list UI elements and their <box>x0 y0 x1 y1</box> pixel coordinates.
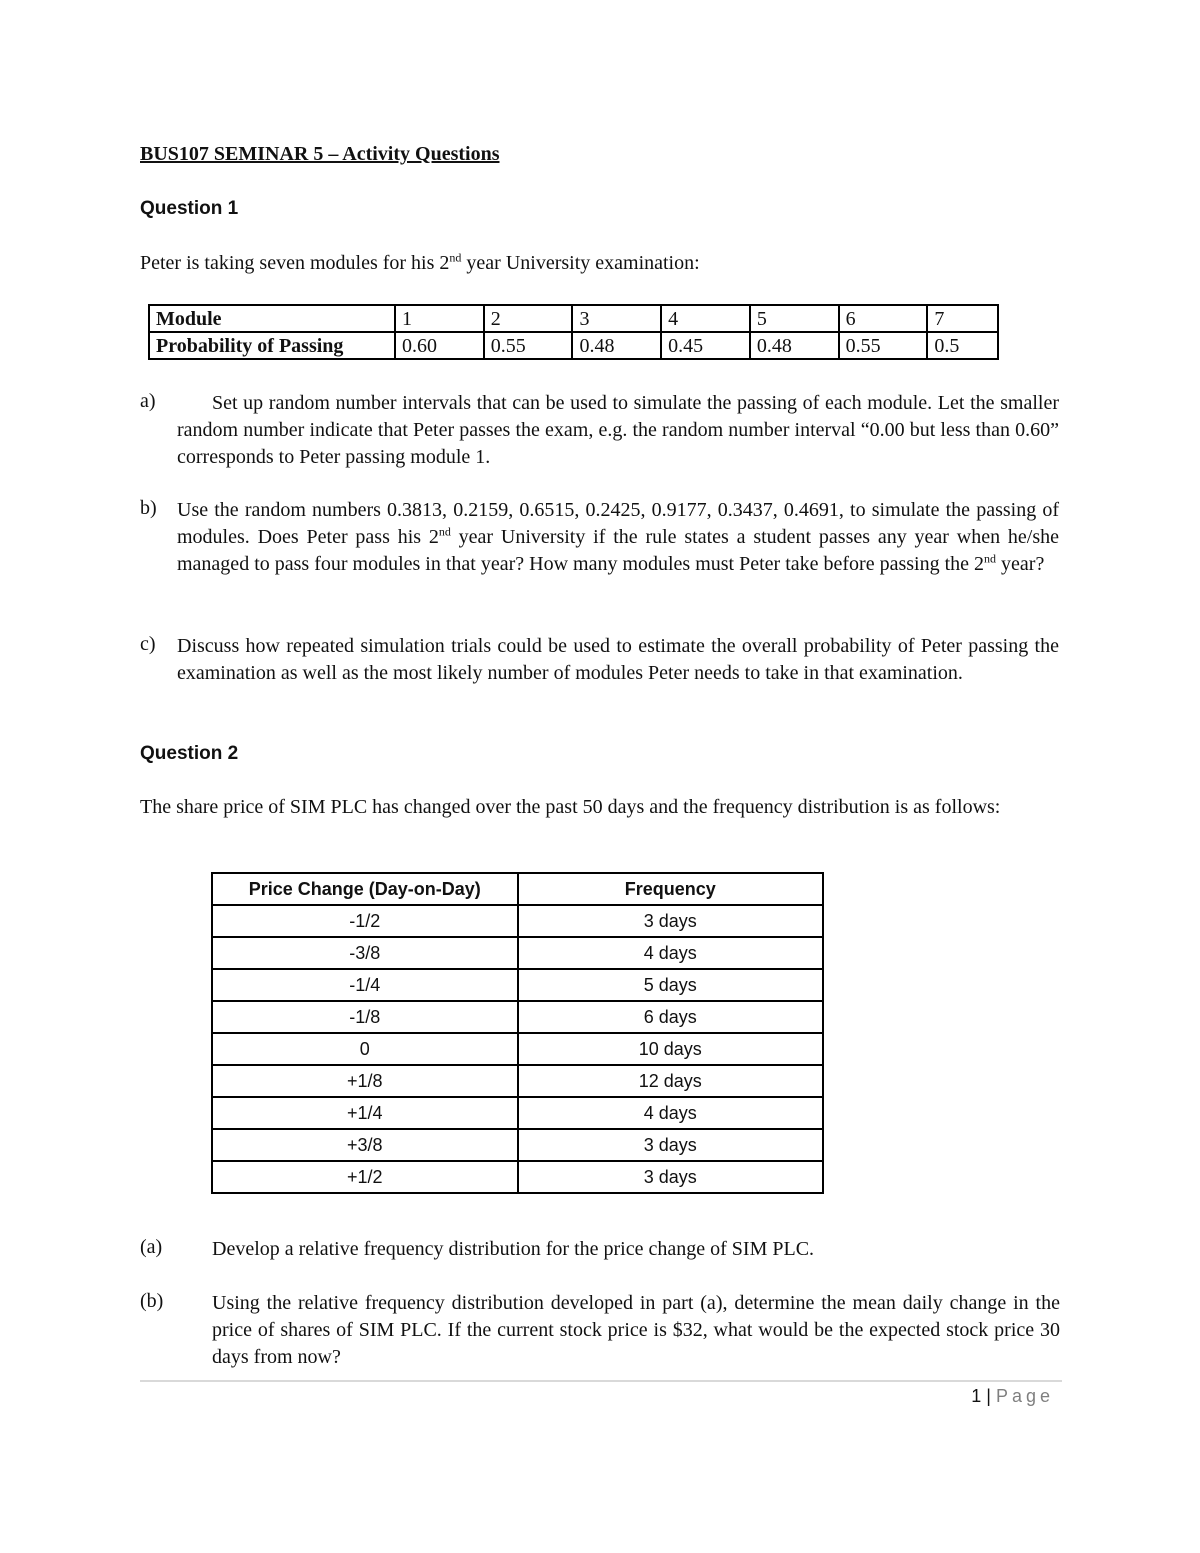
page-label: Page <box>995 1386 1054 1406</box>
part-label: (a) <box>140 1236 163 1258</box>
price-change-cell: +1/2 <box>212 1161 518 1193</box>
table-row <box>212 905 823 937</box>
part-label: a) <box>140 390 156 412</box>
table-cell: 0.55 <box>484 332 573 359</box>
row-header: Probability of Passing <box>149 332 395 359</box>
price-change-cell: -1/2 <box>212 905 518 937</box>
footer-separator: | <box>986 1386 991 1406</box>
table-cell: 0.48 <box>750 332 839 359</box>
question-1c-text: Discuss how repeated simulation trials could be used to estimate the overall probability of Peter passing the examination as well as the most likely number of modules Peter needs to take in that examination. <box>177 635 1059 684</box>
superscript: nd <box>449 250 462 265</box>
text: Use the random numbers 0.3813, 0.2159, 0.6515, 0.2425, 0.9177, 0.3437, 0.4691, to simulate the passing of modules. Does Peter pass his 2 <box>177 499 1059 548</box>
footer-divider <box>140 1380 1062 1382</box>
question-1a-text: Set up random number intervals that can be used to simulate the passing of each module. Let the smaller random number indicate that Peter passes the exam, e.g. the random number interval “0.00 but less than 0.60” corresponds to Peter passing module 1. <box>177 392 1059 468</box>
frequency-cell: 4 days <box>518 1097 824 1129</box>
price-change-cell: +1/4 <box>212 1097 518 1129</box>
frequency-cell: 4 days <box>518 937 824 969</box>
column-header: Frequency <box>518 873 824 905</box>
superscript: nd <box>984 551 997 566</box>
table-row <box>212 1001 823 1033</box>
table-row <box>212 1129 823 1161</box>
table-row <box>212 1161 823 1193</box>
question-1-heading: Question 1 <box>140 198 239 219</box>
table-cell: 6 <box>839 305 928 332</box>
table-cell: 3 <box>572 305 661 332</box>
intro-text: year University examination: <box>461 252 700 274</box>
question-2-heading: Question 2 <box>140 743 239 764</box>
price-change-cell: 0 <box>212 1033 518 1065</box>
part-label: b) <box>140 497 157 519</box>
frequency-cell: 12 days <box>518 1065 824 1097</box>
table-row <box>212 1033 823 1065</box>
question-2b-text: Using the relative frequency distribution developed in part (a), determine the mean daily change in the price of shares of SIM PLC. If the current stock price is $32, what would be the expected stock price 30 days from now? <box>212 1292 1060 1368</box>
table-header-row <box>212 873 823 905</box>
module-probability-table <box>148 304 999 360</box>
price-change-frequency-table <box>211 872 824 1194</box>
price-change-cell: -3/8 <box>212 937 518 969</box>
frequency-cell: 10 days <box>518 1033 824 1065</box>
frequency-cell: 3 days <box>518 905 824 937</box>
frequency-cell: 6 days <box>518 1001 824 1033</box>
table-cell: 7 <box>927 305 998 332</box>
table-row <box>212 1065 823 1097</box>
frequency-cell: 3 days <box>518 1161 824 1193</box>
page-number: 1 <box>971 1386 982 1406</box>
price-change-cell: +1/8 <box>212 1065 518 1097</box>
price-change-cell: -1/8 <box>212 1001 518 1033</box>
table-cell: 0.48 <box>572 332 661 359</box>
table-cell: 4 <box>661 305 750 332</box>
page-footer <box>971 1386 1054 1407</box>
column-header: Price Change (Day-on-Day) <box>212 873 518 905</box>
table-row <box>149 332 998 359</box>
table-cell: 0.5 <box>927 332 998 359</box>
price-change-cell: -1/4 <box>212 969 518 1001</box>
table-row <box>212 937 823 969</box>
frequency-cell: 5 days <box>518 969 824 1001</box>
row-header: Module <box>149 305 395 332</box>
intro-text: Peter is taking seven modules for his 2 <box>140 252 450 274</box>
table-row <box>212 1097 823 1129</box>
table-cell: 2 <box>484 305 573 332</box>
table-row <box>212 969 823 1001</box>
table-cell: 0.60 <box>395 332 484 359</box>
question-2a-text: Develop a relative frequency distribution for the price change of SIM PLC. <box>212 1238 815 1260</box>
text: year University if the rule states a student passes any year when he/she managed to pass four modules in that year? How many modules must Peter take before passing the 2 <box>177 526 1059 575</box>
document-title: BUS107 SEMINAR 5 – Activity Questions <box>140 143 500 165</box>
table-cell: 0.55 <box>839 332 928 359</box>
text: year? <box>996 553 1045 575</box>
question-1b-text <box>177 497 1059 578</box>
table-cell: 0.45 <box>661 332 750 359</box>
table-cell: 1 <box>395 305 484 332</box>
table-cell: 5 <box>750 305 839 332</box>
part-label: c) <box>140 633 156 655</box>
frequency-cell: 3 days <box>518 1129 824 1161</box>
superscript: nd <box>438 524 451 539</box>
price-change-cell: +3/8 <box>212 1129 518 1161</box>
question-2-intro: The share price of SIM PLC has changed over the past 50 days and the frequency distribution is as follows: <box>140 796 1001 818</box>
question-1-intro <box>140 252 700 275</box>
table-row <box>149 305 998 332</box>
part-label: (b) <box>140 1290 164 1312</box>
